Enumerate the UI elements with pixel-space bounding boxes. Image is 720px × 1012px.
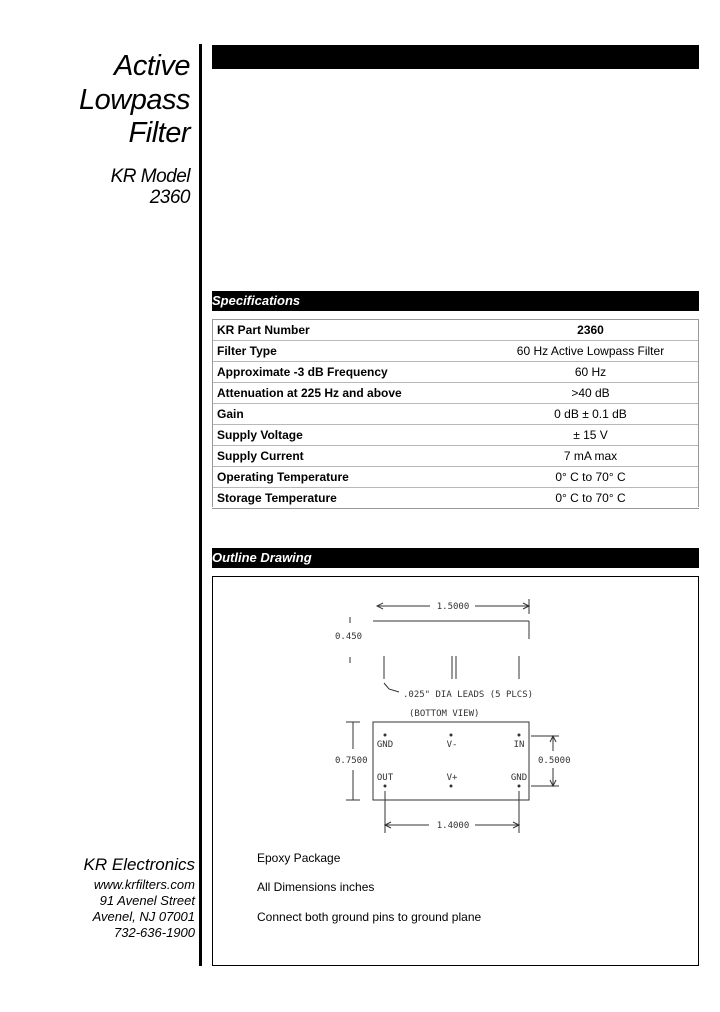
outline-drawing-box: [212, 576, 699, 966]
spec-label: KR Part Number: [212, 320, 482, 341]
model-label: KR Model: [110, 166, 190, 187]
header-bar: [212, 45, 699, 69]
spec-label: Filter Type: [212, 341, 482, 362]
spec-value: ± 15 V: [482, 425, 699, 446]
note-epoxy: Epoxy Package: [257, 851, 341, 865]
pin-gnd-top: GND: [376, 740, 394, 750]
title-line-3: Filter: [128, 117, 190, 149]
dim-body-depth: 0.7500: [335, 756, 368, 766]
dim-pin-spacing: 0.5000: [538, 756, 571, 766]
outline-drawing-heading: Outline Drawing: [212, 548, 699, 568]
title-line-2: Lowpass: [79, 84, 190, 116]
model-number: 2360: [149, 187, 190, 208]
table-row: [212, 425, 699, 446]
table-row: [212, 383, 699, 404]
dim-bottom-width: 1.4000: [436, 821, 470, 831]
spec-value: 0 dB ± 0.1 dB: [482, 404, 699, 425]
spec-label: Supply Voltage: [212, 425, 482, 446]
company-website: www.krfilters.com: [93, 877, 195, 892]
table-row: [212, 320, 699, 341]
table-row: [212, 446, 699, 467]
dim-height: 0.450: [335, 632, 363, 642]
table-row: [212, 362, 699, 383]
title-line-1: Active: [114, 50, 190, 82]
spec-value: 7 mA max: [482, 446, 699, 467]
outline-drawing: [213, 577, 698, 965]
pin-gnd-bottom: GND: [510, 773, 528, 783]
specifications-heading: Specifications: [212, 291, 699, 311]
bottom-view-label: (BOTTOM VIEW): [409, 709, 480, 719]
pin-v-minus: V-: [446, 740, 458, 750]
company-name: KR Electronics: [83, 855, 195, 874]
company-city: Avenel, NJ 07001: [92, 909, 195, 924]
spec-label: Supply Current: [212, 446, 482, 467]
spec-value: >40 dB: [482, 383, 699, 404]
spec-value: 0° C to 70° C: [482, 488, 699, 509]
spec-label: Gain: [212, 404, 482, 425]
specifications-table: [212, 319, 699, 509]
table-row: [212, 488, 699, 509]
spec-label: Attenuation at 225 Hz and above: [212, 383, 482, 404]
spec-label: Storage Temperature: [212, 488, 482, 509]
note-dimensions: All Dimensions inches: [257, 880, 375, 894]
table-row: [212, 341, 699, 362]
spec-value: 0° C to 70° C: [482, 467, 699, 488]
company-phone: 732-636-1900: [114, 925, 195, 940]
table-row: [212, 404, 699, 425]
pin-in: IN: [513, 740, 525, 750]
spec-label: Operating Temperature: [212, 467, 482, 488]
leads-note: .025" DIA LEADS (5 PLCS): [403, 690, 534, 700]
spec-label: Approximate -3 dB Frequency: [212, 362, 482, 383]
spec-value: 2360: [482, 320, 699, 341]
vertical-divider: [199, 44, 202, 966]
note-ground: Connect both ground pins to ground plane: [257, 910, 482, 924]
table-row: [212, 467, 699, 488]
spec-value: 60 Hz: [482, 362, 699, 383]
dim-top-width: 1.5000: [436, 602, 470, 612]
pin-out: OUT: [376, 773, 394, 783]
company-street: 91 Avenel Street: [99, 893, 195, 908]
spec-value: 60 Hz Active Lowpass Filter: [482, 341, 699, 362]
pin-v-plus: V+: [446, 773, 458, 783]
